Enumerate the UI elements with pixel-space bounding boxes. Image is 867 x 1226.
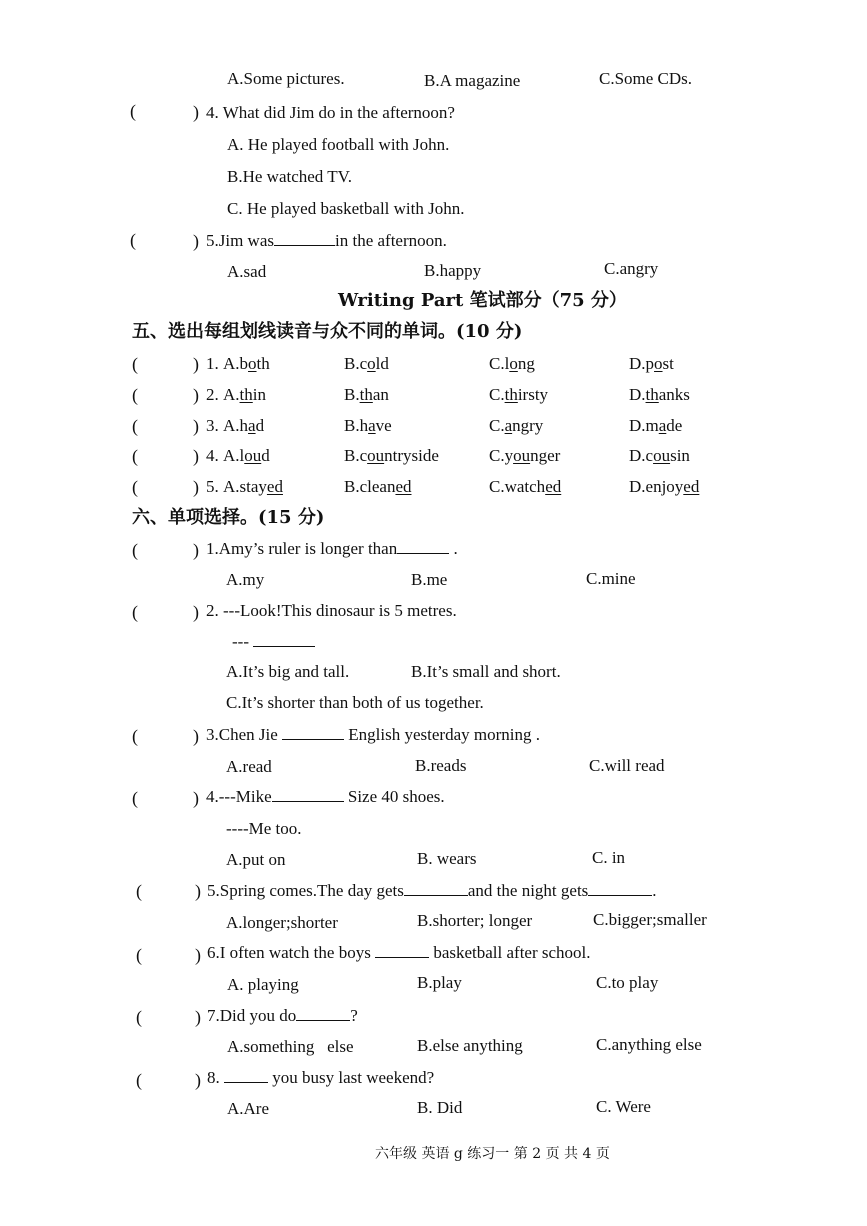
underlined-letters: o — [654, 354, 663, 373]
answer-blank[interactable] — [588, 881, 652, 896]
answer-paren-open[interactable]: ( — [130, 101, 136, 121]
option: A.my — [226, 570, 265, 589]
option: A.something else — [227, 1037, 354, 1056]
page-footer: 六年级 英语 g 练习一 第 2 页 共 4 页 — [375, 1146, 610, 1162]
option: C. in — [592, 848, 626, 867]
answer-paren-open[interactable]: ( — [132, 385, 138, 405]
answer-paren-close: ) — [193, 540, 199, 560]
answer-paren-close: ) — [193, 354, 199, 374]
word-option — [629, 477, 699, 497]
answer-blank[interactable] — [404, 881, 468, 896]
underlined-letters: th — [239, 385, 253, 404]
underlined-letters: o — [509, 354, 518, 373]
option: A.sad — [227, 262, 267, 281]
underlined-letters: th — [504, 385, 518, 404]
word-part: D. — [629, 385, 646, 404]
option: C.mine — [586, 569, 636, 588]
word-option — [629, 446, 690, 466]
word-part: d — [261, 446, 270, 465]
word-part: B.h — [344, 416, 369, 435]
answer-paren-open[interactable]: ( — [130, 230, 136, 250]
option: A.longer;shorter — [226, 913, 338, 932]
option: C. He played basketball with John. — [227, 199, 465, 218]
word-option — [629, 354, 674, 374]
answer-paren-open[interactable]: ( — [136, 1070, 142, 1090]
answer-paren-open[interactable]: ( — [132, 477, 138, 497]
word-part: d — [255, 416, 265, 435]
word-part: A.b — [223, 354, 249, 373]
option: A. He played football with John. — [227, 135, 450, 154]
section-title: 五、选出每组划线读音与众不同的单词。(10 分) — [132, 321, 523, 342]
word-part: ng — [517, 354, 535, 373]
option: B.else anything — [417, 1036, 523, 1055]
option: A. playing — [227, 975, 299, 994]
underlined-letters: a — [248, 416, 256, 435]
option: C.anything else — [596, 1035, 702, 1054]
word-option — [223, 477, 283, 497]
word-part: C.y — [489, 446, 514, 465]
answer-blank[interactable] — [296, 1006, 350, 1021]
word-option — [489, 354, 535, 374]
answer-paren-close: ) — [193, 726, 199, 746]
answer-paren-close: ) — [193, 446, 199, 466]
word-part: C.l — [489, 354, 510, 373]
word-part: sin — [670, 446, 690, 465]
underlined-letters: a — [368, 416, 376, 435]
word-part: B.c — [344, 446, 368, 465]
word-part: anks — [658, 385, 690, 404]
word-option — [344, 446, 439, 466]
underlined-letters: a — [658, 416, 667, 435]
answer-paren-close: ) — [193, 102, 199, 122]
answer-paren-close: ) — [193, 416, 199, 436]
option: B.A magazine — [424, 71, 521, 90]
underlined-letters: ed — [395, 477, 412, 496]
question-stem: 2. ---Look!This dinosaur is 5 metres. — [206, 601, 457, 620]
option: B.It’s small and short. — [411, 662, 561, 681]
underlined-letters: a — [504, 416, 513, 435]
question-number: 5. — [206, 477, 219, 496]
answer-paren-close: ) — [193, 788, 199, 808]
answer-paren-open[interactable]: ( — [136, 945, 142, 965]
answer-paren-close: ) — [193, 231, 199, 251]
answer-paren-close: ) — [193, 477, 199, 497]
word-part: C. — [489, 385, 505, 404]
option: C.will read — [589, 756, 665, 775]
word-part: A.stay — [223, 477, 267, 496]
option: B. Did — [417, 1098, 463, 1117]
word-part: de — [666, 416, 683, 435]
answer-paren-close: ) — [193, 602, 199, 622]
option: B. wears — [417, 849, 477, 868]
underlined-letters: ed — [266, 477, 283, 496]
answer-paren-open[interactable]: ( — [132, 726, 138, 746]
word-option — [223, 385, 266, 405]
answer-paren-close: ) — [195, 1007, 201, 1027]
answer-paren-open[interactable]: ( — [132, 354, 138, 374]
question-number: 2. — [206, 385, 219, 404]
answer-blank[interactable] — [282, 725, 344, 740]
word-part: st — [662, 354, 674, 373]
option: B.play — [417, 973, 462, 992]
question-stem: 1.Amy’s ruler is longer than . — [206, 539, 458, 558]
word-option — [223, 416, 264, 436]
word-option — [489, 416, 543, 436]
word-option — [344, 477, 412, 497]
word-part: ntryside — [384, 446, 439, 465]
word-part: ngry — [512, 416, 544, 435]
option: C.bigger;smaller — [593, 910, 707, 929]
option: B.me — [411, 570, 448, 589]
section-title: 六、单项选择。(15 分) — [132, 507, 325, 528]
word-part: B.clean — [344, 477, 396, 496]
answer-blank[interactable] — [253, 632, 315, 647]
word-part: A.h — [223, 416, 249, 435]
answer-paren-open[interactable]: ( — [132, 602, 138, 622]
answer-blank[interactable] — [272, 787, 344, 802]
word-part: D.c — [629, 446, 654, 465]
underlined-letters: o — [248, 354, 257, 373]
word-option — [629, 416, 682, 436]
answer-blank[interactable] — [274, 231, 335, 246]
answer-paren-open[interactable]: ( — [136, 881, 142, 901]
underlined-letters: ou — [513, 446, 531, 465]
word-part: D.m — [629, 416, 659, 435]
option: C. Were — [596, 1097, 651, 1116]
answer-blank[interactable] — [397, 539, 449, 554]
word-option — [344, 354, 389, 374]
word-part: C. — [489, 416, 505, 435]
underlined-letters: ou — [653, 446, 671, 465]
option: B.reads — [415, 756, 467, 775]
option: C.angry — [604, 259, 659, 278]
question-stem: 4.---Mike Size 40 shoes. — [206, 787, 445, 806]
word-part: A.l — [223, 446, 245, 465]
underlined-letters: th — [359, 385, 373, 404]
answer-blank[interactable] — [375, 943, 429, 958]
word-option — [489, 385, 548, 405]
word-part: ld — [375, 354, 389, 373]
word-part: A. — [223, 385, 240, 404]
answer-paren-close: ) — [195, 881, 201, 901]
dialogue-reply: ----Me too. — [226, 819, 302, 838]
question-stem: 5.Spring comes.The day gets and the night gets . — [207, 881, 657, 900]
answer-paren-open[interactable]: ( — [132, 788, 138, 808]
option: A.put on — [226, 850, 286, 869]
word-part: C.watch — [489, 477, 546, 496]
underlined-letters: o — [367, 354, 376, 373]
question-stem: 3.Chen Jie English yesterday morning . — [206, 725, 540, 744]
answer-paren-open[interactable]: ( — [136, 1007, 142, 1027]
option: A.read — [226, 757, 272, 776]
underlined-letters: th — [645, 385, 659, 404]
option: B.happy — [424, 261, 482, 280]
option: B.shorter; longer — [417, 911, 533, 930]
word-option — [489, 477, 561, 497]
word-option — [344, 416, 392, 436]
underlined-letters: ou — [367, 446, 385, 465]
word-part: ve — [375, 416, 392, 435]
word-option — [223, 446, 270, 466]
word-part: B. — [344, 385, 360, 404]
question-stem: 6.I often watch the boys basketball after school. — [207, 943, 591, 962]
underlined-letters: ou — [244, 446, 262, 465]
question-number: 3. — [206, 416, 219, 435]
word-part: th — [256, 354, 270, 373]
question-number: 4. — [206, 446, 219, 465]
word-part: D.p — [629, 354, 655, 373]
word-part: B.c — [344, 354, 368, 373]
answer-paren-open[interactable]: ( — [132, 416, 138, 436]
answer-paren-close: ) — [195, 945, 201, 965]
answer-paren-close: ) — [195, 1070, 201, 1090]
word-option — [223, 354, 270, 374]
word-part: an — [372, 385, 389, 404]
option: B.He watched TV. — [227, 167, 352, 186]
dialogue-reply: --- — [232, 632, 315, 652]
option: C.to play — [596, 973, 659, 992]
answer-paren-open[interactable]: ( — [132, 540, 138, 560]
part-title: Writing Part 笔试部分（75 分） — [338, 290, 627, 311]
question-number: 1. — [206, 354, 219, 373]
underlined-letters: ed — [683, 477, 700, 496]
question-stem: 5.Jim was in the afternoon. — [206, 231, 447, 250]
word-part: nger — [530, 446, 561, 465]
word-part: irsty — [517, 385, 549, 404]
answer-paren-open[interactable]: ( — [132, 446, 138, 466]
answer-blank[interactable] — [224, 1068, 268, 1083]
option: A.Are — [227, 1099, 270, 1118]
word-option — [629, 385, 690, 405]
question-stem: 7.Did you do ? — [207, 1006, 358, 1025]
word-option — [344, 385, 389, 405]
underlined-letters: ed — [545, 477, 562, 496]
option: A.Some pictures. — [227, 69, 345, 88]
option: A.It’s big and tall. — [226, 662, 350, 681]
answer-paren-close: ) — [193, 385, 199, 405]
question-stem: 8. you busy last weekend? — [207, 1068, 435, 1087]
option: C.It’s shorter than both of us together. — [226, 693, 484, 712]
word-option — [489, 446, 560, 466]
word-part: D.enjoy — [629, 477, 684, 496]
question-stem: 4. What did Jim do in the afternoon? — [206, 103, 455, 122]
option: C.Some CDs. — [599, 69, 693, 88]
word-part: in — [252, 385, 266, 404]
